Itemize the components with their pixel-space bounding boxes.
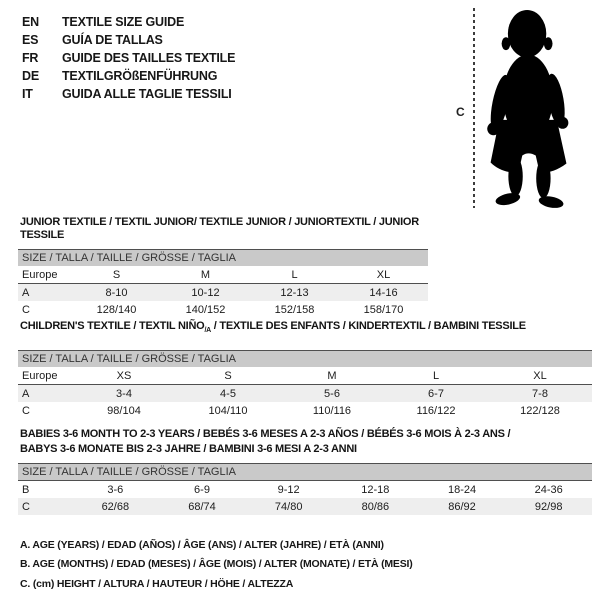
value-cell: 122/128 bbox=[520, 404, 560, 417]
value-cell: 12-13 bbox=[280, 286, 309, 299]
language-code: FR bbox=[22, 51, 39, 65]
guide-title: GUIDE DES TAILLES TEXTILE bbox=[62, 51, 236, 65]
value-cell: 68/74 bbox=[188, 500, 216, 513]
guide-title: TEXTILE SIZE GUIDE bbox=[62, 15, 185, 29]
value-cell: 3-4 bbox=[116, 387, 132, 400]
size-header-bar: SIZE / TALLA / TAILLE / GRÖSSE / TAGLIA bbox=[18, 463, 592, 481]
size-cell: S bbox=[112, 268, 121, 281]
value-cell: 5-6 bbox=[324, 387, 340, 400]
value-cell: 80/86 bbox=[361, 500, 390, 513]
value-cell: 3-6 bbox=[107, 483, 124, 496]
size-cell: XL bbox=[376, 268, 391, 281]
value-cell: 7-8 bbox=[532, 387, 548, 400]
row-label: B bbox=[22, 483, 30, 496]
value-cell: 10-12 bbox=[191, 286, 220, 299]
value-cell: 140/152 bbox=[185, 303, 226, 316]
footnote-b: B. AGE (MONTHS) / EDAD (MESES) / ÂGE (MOIS) / ALTER (MONATE) / ETÀ (MESI) bbox=[20, 558, 413, 571]
babies-size-table bbox=[18, 427, 592, 515]
value-cell: 104/110 bbox=[208, 404, 248, 417]
table-row bbox=[18, 266, 428, 284]
size-cell: L bbox=[432, 369, 440, 382]
row-label: Europe bbox=[22, 369, 58, 382]
height-dotted-line bbox=[473, 8, 475, 208]
size-cell: M bbox=[200, 268, 211, 281]
language-code: DE bbox=[22, 69, 39, 83]
table-row bbox=[18, 385, 592, 402]
row-label: A bbox=[22, 387, 30, 400]
table-row bbox=[18, 402, 592, 419]
row-label: Europe bbox=[22, 268, 58, 281]
value-cell: 24-36 bbox=[534, 483, 563, 496]
value-cell: 158/170 bbox=[363, 303, 404, 316]
guide-title: GUIDA ALLE TAGLIE TESSILI bbox=[62, 87, 232, 101]
value-cell: 12-18 bbox=[361, 483, 390, 496]
language-row bbox=[22, 85, 235, 103]
language-row bbox=[22, 13, 235, 31]
table-row bbox=[18, 284, 428, 301]
value-cell: 62/68 bbox=[101, 500, 130, 513]
guide-title: GUÍA DE TALLAS bbox=[62, 33, 163, 47]
row-label: C bbox=[22, 500, 30, 513]
size-cell: XS bbox=[116, 369, 132, 382]
language-code: EN bbox=[22, 15, 39, 29]
table-row bbox=[18, 481, 592, 498]
value-cell: 116/122 bbox=[416, 404, 456, 417]
value-cell: 128/140 bbox=[96, 303, 137, 316]
size-cell: XL bbox=[533, 369, 547, 382]
language-code: ES bbox=[22, 33, 39, 47]
row-label: C bbox=[22, 404, 30, 417]
value-cell: 98/104 bbox=[107, 404, 141, 417]
value-cell: 152/158 bbox=[274, 303, 315, 316]
children-size-table bbox=[18, 320, 592, 419]
value-cell: 4-5 bbox=[220, 387, 236, 400]
table-row bbox=[18, 301, 428, 318]
table-row bbox=[18, 498, 592, 515]
language-row bbox=[22, 31, 235, 49]
table-title: BABIES 3-6 MONTH TO 2-3 YEARS / BEBÉS 3-6 MESES A 2-3 AÑOS / BÉBÉS 3-6 MOIS À 2-3 ANS / BABYS 3-6 MONATE BIS 2-3 JAHRE / BAMBINI 3-6 MESI A 2-3 ANNI bbox=[20, 428, 511, 455]
footnotes bbox=[20, 536, 413, 594]
value-cell: 14-16 bbox=[369, 286, 398, 299]
size-header-bar: SIZE / TALLA / TAILLE / GRÖSSE / TAGLIA bbox=[18, 350, 592, 367]
table-title: CHILDREN'S TEXTILE / TEXTIL $NIÑO_{/A}$ / TEXTILE DES ENFANTS / KINDERTEXTIL / BAMBINI TESSILE bbox=[20, 320, 526, 335]
value-cell: 86/92 bbox=[448, 500, 476, 513]
baby-silhouette-icon bbox=[481, 8, 577, 211]
guide-title: TEXTILGRÖßENFÜHRUNG bbox=[62, 69, 218, 83]
value-cell: 92/98 bbox=[534, 500, 563, 513]
value-cell: 110/116 bbox=[312, 404, 352, 417]
footnote-c: C. (cm) HEIGHT / ALTURA / HAUTEUR / HÖHE / ALTEZZA bbox=[20, 577, 294, 590]
height-measure-label: C bbox=[456, 105, 465, 119]
language-code: IT bbox=[22, 87, 33, 101]
row-label: C bbox=[22, 303, 30, 316]
size-cell: S bbox=[224, 369, 232, 382]
size-cell: M bbox=[327, 369, 337, 382]
value-cell: 74/80 bbox=[274, 500, 303, 513]
row-label: A bbox=[22, 286, 30, 299]
language-title-block bbox=[22, 13, 235, 103]
size-cell: L bbox=[291, 268, 298, 281]
language-row bbox=[22, 49, 235, 67]
language-row bbox=[22, 67, 235, 85]
size-header-bar: SIZE / TALLA / TAILLE / GRÖSSE / TAGLIA bbox=[18, 249, 428, 266]
table-title: JUNIOR TEXTILE / TEXTIL JUNIOR/ TEXTILE JUNIOR / JUNIORTEXTIL / JUNIOR TESSILE bbox=[20, 216, 419, 241]
footnote-a: A. AGE (YEARS) / EDAD (AÑOS) / ÂGE (ANS) / ALTER (JAHRE) / ETÀ (ANNI) bbox=[20, 539, 384, 551]
junior-size-table bbox=[18, 216, 428, 318]
table-row bbox=[18, 367, 592, 385]
value-cell: 9-12 bbox=[277, 483, 300, 496]
value-cell: 18-24 bbox=[447, 483, 477, 496]
value-cell: 8-10 bbox=[105, 286, 128, 299]
value-cell: 6-9 bbox=[194, 483, 210, 496]
title-subscript: /A bbox=[204, 327, 211, 335]
value-cell: 6-7 bbox=[428, 387, 444, 400]
